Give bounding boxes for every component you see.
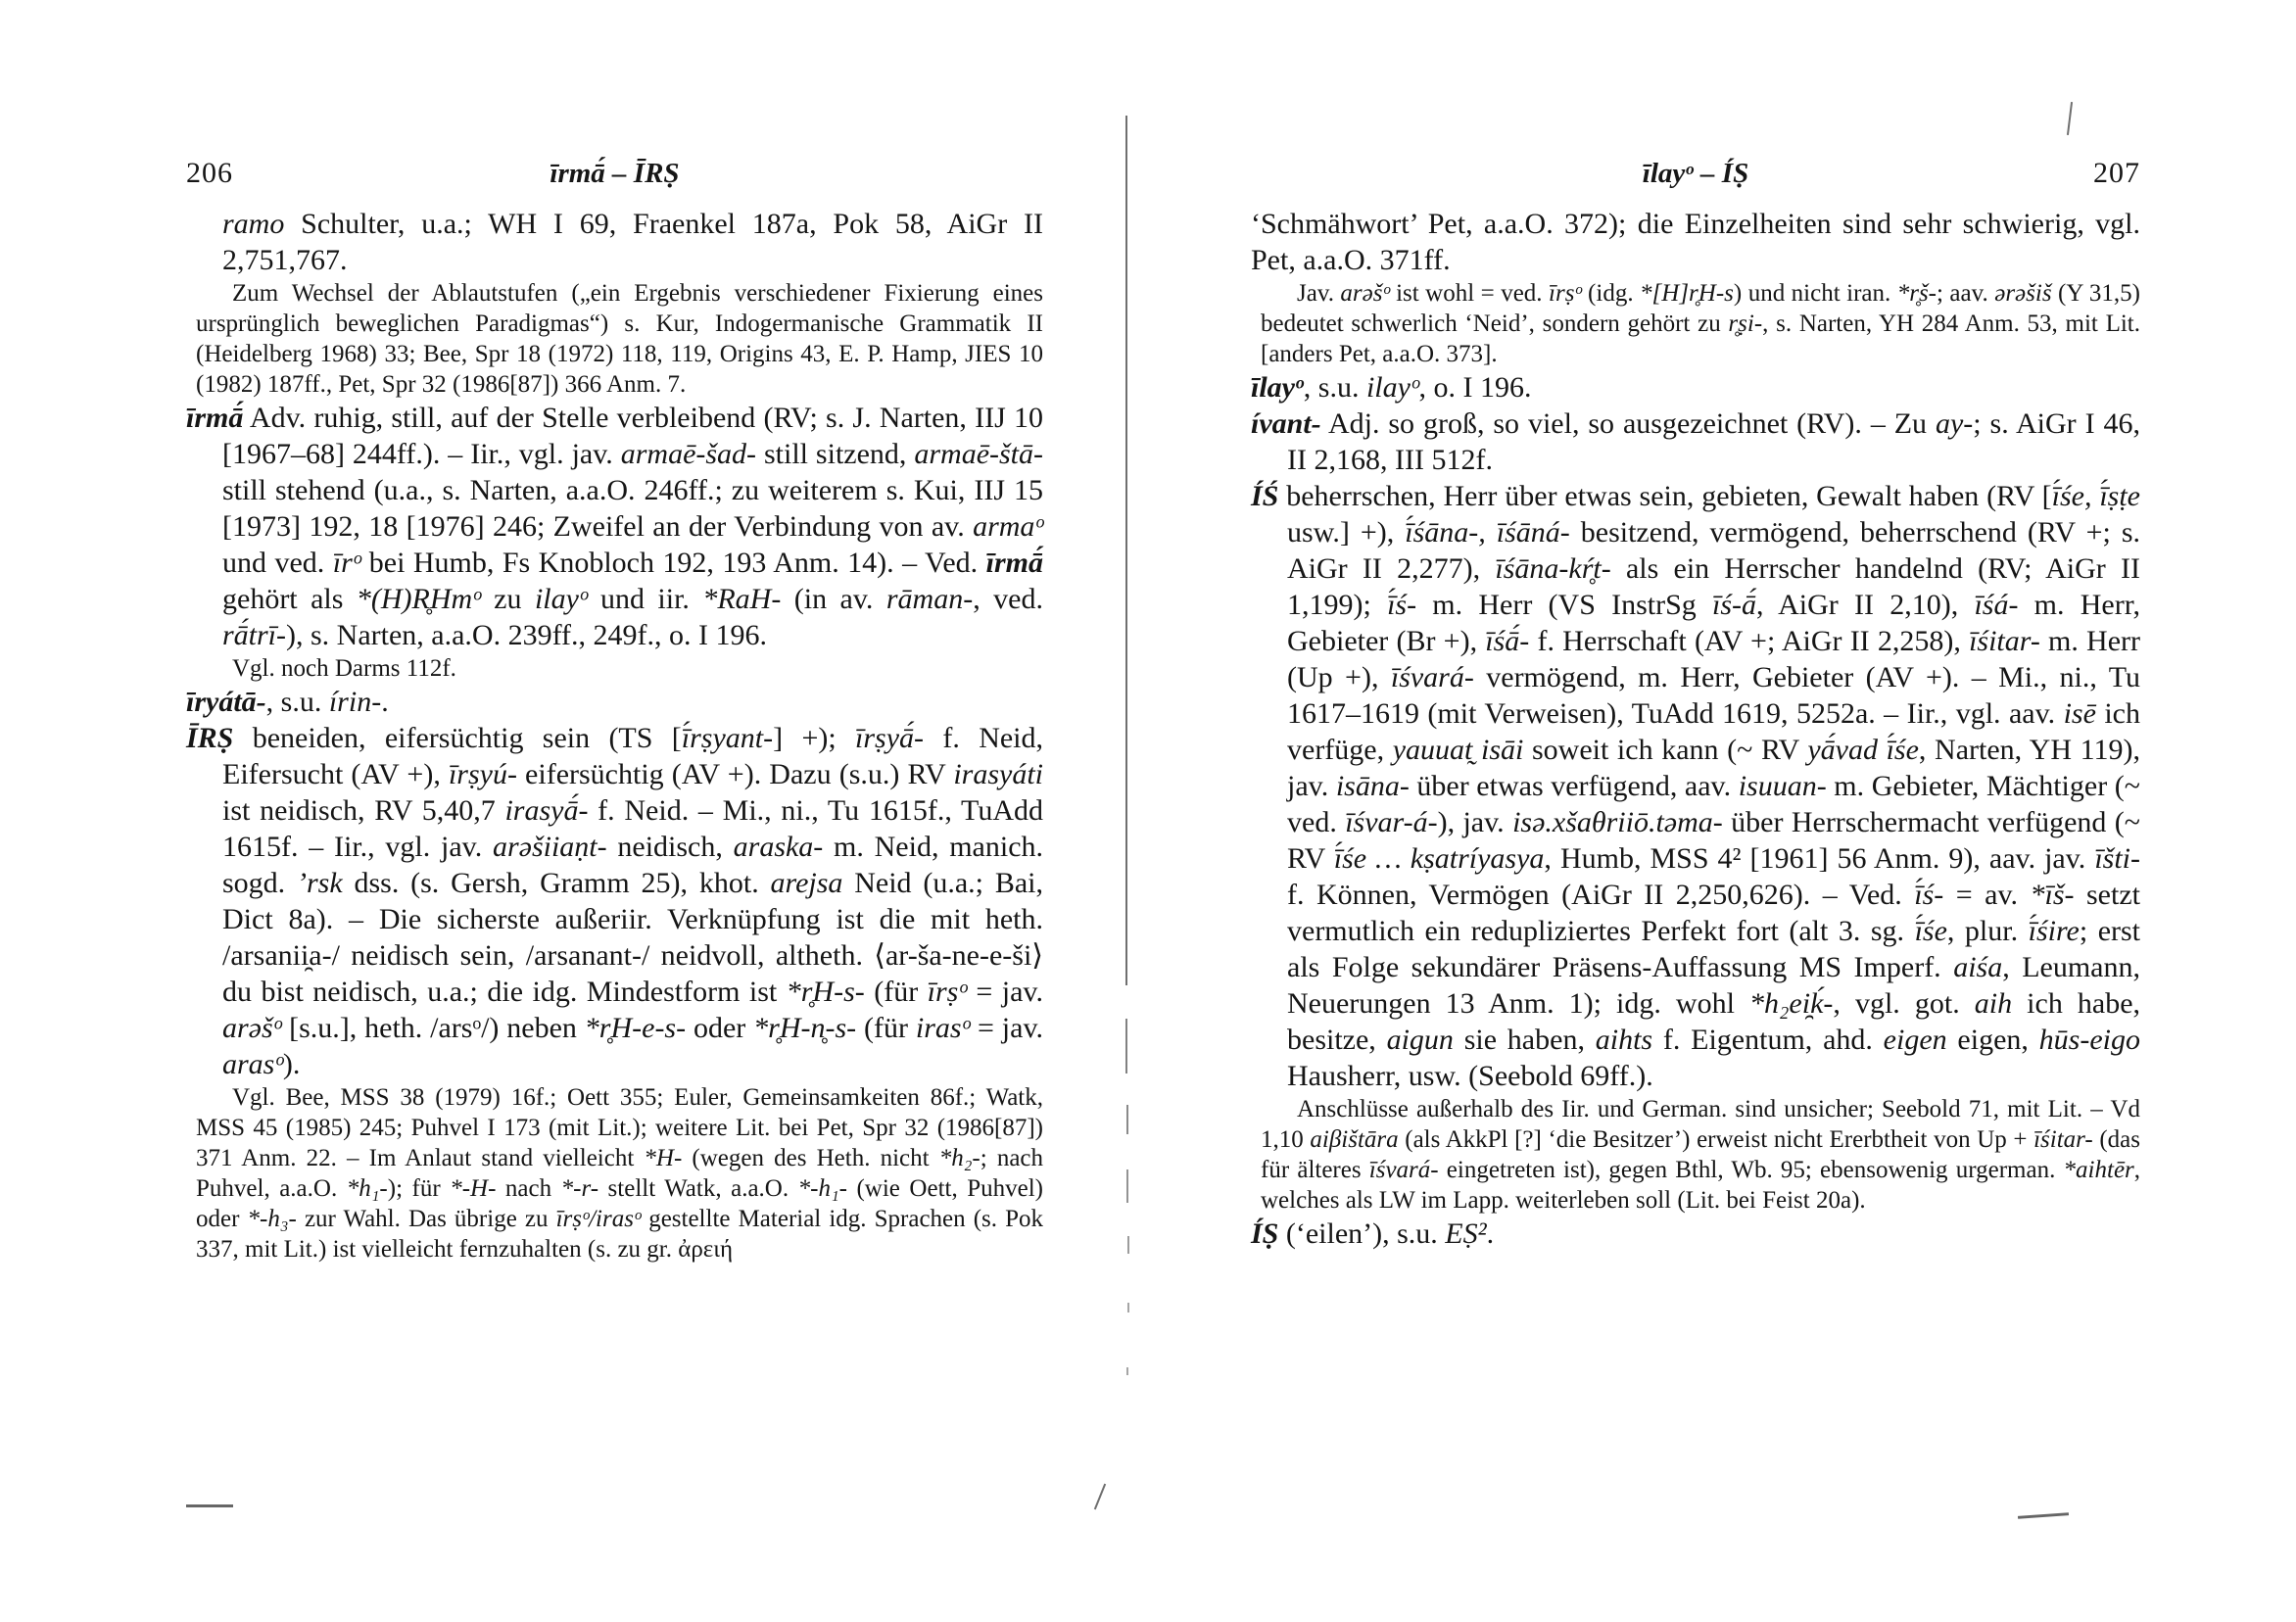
scan-dash-mark [186, 1504, 233, 1507]
note-bee-oett: Vgl. Bee, MSS 38 (1979) 16f.; Oett 355; Euler, Gemeinsamkeiten 86f.; Watk, MSS 45 (1985) 245; Puhvel I 173 (mit Lit.); weitere Lit. bei Pet, Spr 32 (1986[87]) 371 Anm. 22. – Im Anlaut stand vielleicht *H- (wegen des Heth. nicht *h₂-; nach Puhvel, a.a.O. *h₁-); für *-H- nach *-r- stellt Watk, a.a.O. *-h₁- (wie Oett, Puhvel) oder *-h₃- zur Wahl. Das übrige zu īrṣᵒ/irasᵒ gestellte Material idg. Sprachen (s. Pok 337, mit Lit.) ist vielleicht fernzuhalten (s. zu gr. ἀρειή [196, 1084, 1044, 1263]
left-page-header [186, 155, 1043, 192]
left-page-body [186, 206, 1043, 1264]
continuation-ramo: ramo Schulter, u.a.; WH I 69, Fraenkel 187a, Pok 58, AiGr II 2,751,767. [222, 208, 1043, 276]
scan-fold-line [1126, 1105, 1128, 1134]
entry-irs: ĪRṢ beneiden, eifersüchtig sein (TS [ī́rṣyant-] +); īrṣyā́- f. Neid, Eifersucht (AV +), īrṣyú- eifersüchtig (AV +). Dazu (s.u.) RV irasyáti ist neidisch, RV 5,40,7 irasyā́- f. Neid. – Mi., ni., Tu 1615f., TuAdd 1615f. – Iir., vgl. jav. arəšiiaṇt- neidisch, araska- m. Neid, manich. sogd. ’rsk dss. (s. Gersh, Gramm 25), khot. arejsa Neid (u.a.; Bai, Dict 8a). – Die sicherste außeriir. Verknüpfung ist die mit heth. /arsanii̯a-/ neidisch sein, /arsanant-/ neidvoll, altheth. ⟨ar-ša-ne-e-ši⟩ du bist neidisch, u.a.; die idg. Mindestform ist *r̥H-s- (für īrṣᵒ = jav. arəšᵒ [s.u.], heth. /arsᵒ/) neben *r̥H-e-s- oder *r̥H-n̥-s- (für irasᵒ = jav. arasᵒ). [186, 722, 1044, 1080]
note-jav-ares: Jav. arəšᵒ ist wohl = ved. īrṣᵒ (idg. *[H]r̥H-s) und nicht iran. *r̥š-; aav. ərəšiš (Y 31,5) bedeutet schwerlich ‘Neid’, sondern gehört zu r̥ṣi-, s. Narten, YH 284 Anm. 53, mit Lit. [anders Pet, a.a.O. 373]. [1261, 280, 2141, 367]
entry-irma: īrmā́ Adv. ruhig, still, auf der Stelle verbleibend (RV; s. J. Narten, IIJ 10 [1967–68] 244ff.). – Iir., vgl. jav. armaē-šad- still sitzend, armaē-štā- still stehend (u.a., s. Narten, a.a.O. 246ff.; zu weiterem s. Kui, IIJ 15 [1973] 192, 18 [1976] 246; Zweifel an der Verbindung von av. armaᵒ und ved. īrᵒ bei Humb, Fs Knobloch 192, 193 Anm. 14). – Ved. īrmā́ gehört als *(H)R̥Hmᵒ zu ilayᵒ und iir. *RaH- (in av. rāman-, ved. rā́trī-), s. Narten, a.a.O. 239ff., 249f., o. I 196. [186, 402, 1044, 651]
entry-ilay: īlayᵒ, s.u. ilayᵒ, o. I 196. [1251, 371, 1532, 404]
running-head-left: īrmā́ – ĪRṢ [550, 158, 680, 189]
page-number-right: 207 [2093, 157, 2140, 189]
scan-fold-line [1127, 1236, 1129, 1254]
left-page [186, 155, 1043, 1264]
right-page-body [1251, 206, 2140, 1252]
entry-iryata: īryátā-, s.u. írin-. [186, 686, 389, 718]
entry-ivant: ívant- Adj. so groß, so viel, so ausgezeichnet (RV). – Zu ay-; s. AiGr I 46, II 2,168, III 512f. [1251, 407, 2140, 476]
note-anschluesse: Anschlüsse außerhalb des Iir. und German. sind unsicher; Seebold 71, mit Lit. – Vd 1,10 aiβištāra (als AkkPl [?] ‘die Besitzer’) erweist nicht Ererbtheit von Up + īśitar- (das für älteres īśvará- eingetreten ist), gegen Bthl, Wb. 95; ebensowenig urgerman. *aihtēr, welches als LW im Lapp. weiterleben soll (Lit. bei Feist 20a). [1261, 1096, 2141, 1214]
scan-tick-mark [2067, 102, 2073, 135]
page-number-left: 206 [186, 157, 233, 189]
scan-fold-line [1125, 1019, 1127, 1073]
scan-fold-line [1125, 116, 1127, 985]
right-page [1251, 155, 2140, 1252]
continuation-schmaehwort: ‘Schmähwort’ Pet, a.a.O. 372); die Einzelheiten sind sehr schwierig, vgl. Pet, a.a.O. 371ff. [1251, 208, 2140, 276]
running-head-right: īlayᵒ – ÍṢ [1642, 158, 1749, 189]
scan-dash-mark [2018, 1512, 2069, 1519]
note-darms: Vgl. noch Darms 112f. [232, 655, 456, 682]
scan-fold-line [1126, 1367, 1128, 1375]
scan-fold-line [1127, 1303, 1129, 1312]
note-ablautstufen: Zum Wechsel der Ablautstufen („ein Ergebnis verschiedener Fixierung eines ursprünglich beweglichen Paradigmas“) s. Kur, Indogermanische Grammatik II (Heidelberg 1968) 33; Bee, Spr 18 (1972) 118, 119, Origins 43, E. P. Hamp, JIES 10 (1982) 187ff., Pet, Spr 32 (1986[87]) 366 Anm. 7. [196, 280, 1043, 398]
scan-fold-line [1126, 1169, 1128, 1203]
entry-is-eilen: ÍṢ (‘eilen’), s.u. EṢ². [1251, 1217, 1495, 1250]
scan-slash-mark [1094, 1484, 1106, 1510]
right-page-header [1251, 155, 2140, 192]
entry-is-beherrschen: ÍŚ beherrschen, Herr über etwas sein, gebieten, Gewalt haben (RV [ī́śe, ī́ṣṭe usw.] +), ī́śāna-, īśāná- besitzend, vermögend, beherrschend (RV +; s. AiGr II 2,277), īśāna-kŕ̥t- als ein Herrscher handelnd (RV; AiGr II 1,199); ī́ś- m. Herr (VS InstrSg īś-ā́, AiGr II 2,10), īśá- m. Herr, Gebieter (Br +), īśā́- f. Herrschaft (AV +; AiGr II 2,258), īśitar- m. Herr (Up +), īśvará- vermögend, m. Herr, Gebieter (AV +). – Mi., ni., Tu 1617–1619 (mit Verweisen), TuAdd 1619, 5252a. – Iir., vgl. aav. isē ich verfüge, yauuat̰ isāi soweit ich kann (~ RV yā́vad ī́śe, Narten, YH 119), jav. isāna- über etwas verfügend, aav. isuuan- m. Gebieter, Mächtiger (~ ved. īśvar-á-), jav. isə.xšaθriiō.təma- über Herrschermacht verfügend (~ RV ī́śe … kṣatríyasya, Humb, MSS 4² [1961] 56 Anm. 9), aav. jav. īšti- f. Können, Vermögen (AiGr II 2,250,626). – Ved. ī́ś- = av. *īš- setzt vermutlich ein redupliziertes Perfekt fort (alt 3. sg. ī́śe, plur. ī́śire; erst als Folge sekundärer Präsens-Auffassung MS Imperf. aiśa, Leumann, Neuerungen 13 Anm. 1); idg. wohl *h₂ei̯ḱ-, vgl. got. aih ich habe, besitze, aigun sie haben, aihts f. Eigentum, ahd. eigen eigen, hūs-eigo Hausherr, usw. (Seebold 69ff.). [1251, 480, 2141, 1092]
